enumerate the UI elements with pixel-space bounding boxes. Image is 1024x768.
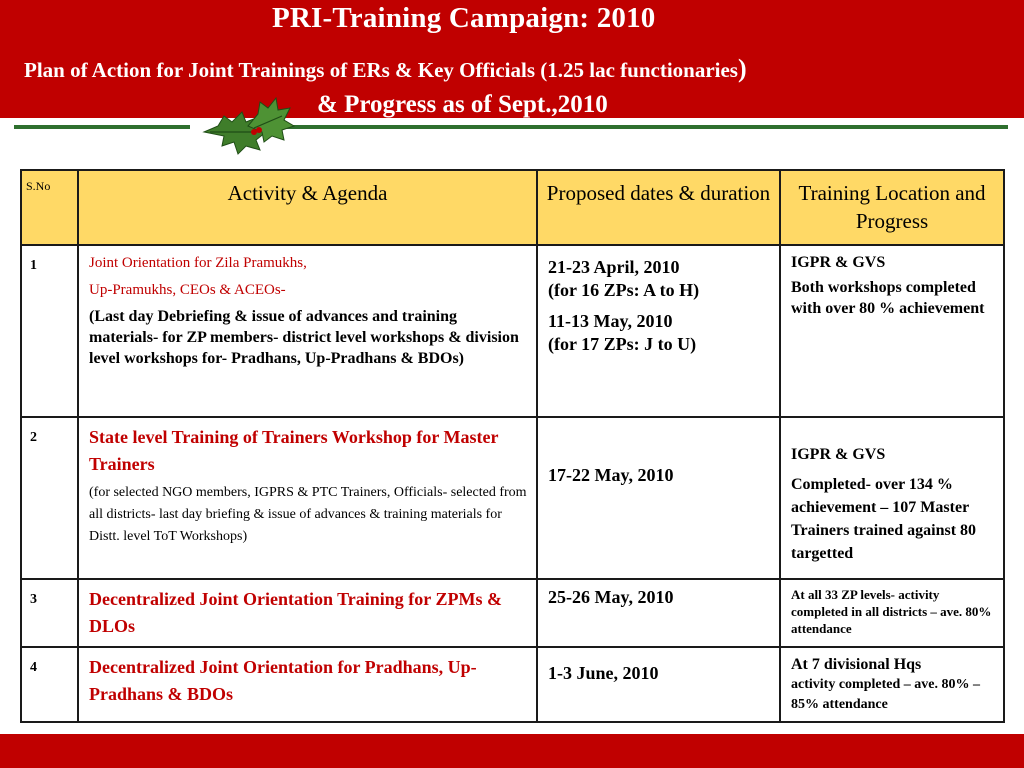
footer-band	[0, 734, 1024, 768]
row-activity	[78, 417, 537, 579]
table-row	[21, 245, 1004, 417]
progress-text: activity completed – ave. 80% – 85% attendance	[791, 677, 980, 712]
location-text: At 7 divisional Hqs	[791, 656, 922, 673]
activity-title-line1: Joint Orientation for Zila Pramukhs,	[89, 255, 307, 271]
activity-title: State level Training of Trainers Workshop for Master Trainers	[89, 427, 499, 474]
progress-text: Completed- over 134 % achievement – 107 Master Trainers trained against 80 targetted	[791, 476, 977, 562]
table-header-row	[21, 170, 1004, 245]
row-activity	[78, 579, 537, 647]
page-subtitle	[24, 54, 747, 84]
header-dates: Proposed dates & duration	[537, 170, 780, 245]
subtitle-close-paren: )	[737, 54, 747, 83]
row-dates	[537, 417, 780, 579]
header-sno: S.No	[21, 170, 78, 245]
page-title: PRI-Training Campaign: 2010	[272, 2, 656, 34]
location-text: IGPR & GVS	[791, 446, 886, 463]
table-row	[21, 579, 1004, 647]
row-sno: 2	[21, 417, 78, 579]
divider-left	[14, 125, 190, 129]
date-range: 1-3 June, 2010	[548, 663, 659, 683]
date-range: 17-22 May, 2010	[548, 465, 674, 485]
date-range: 25-26 May, 2010	[548, 587, 674, 607]
header-activity: Activity & Agenda	[78, 170, 537, 245]
activity-title: Decentralized Joint Orientation Training for ZPMs & DLOs	[89, 589, 502, 636]
date-range-1-note: (for 16 ZPs: A to H)	[548, 280, 700, 300]
progress-text: At all 33 ZP levels- activity completed in all districts – ave. 80% attendance	[791, 587, 992, 636]
table-row	[21, 417, 1004, 579]
date-range-2-note: (for 17 ZPs: J to U)	[548, 334, 697, 354]
row-location	[780, 579, 1004, 647]
row-sno: 3	[21, 579, 78, 647]
row-sno: 4	[21, 647, 78, 722]
training-plan-table	[20, 169, 1005, 723]
holly-leaf-icon	[196, 92, 304, 158]
divider-right	[286, 125, 1008, 129]
row-location	[780, 417, 1004, 579]
progress-text: Both workshops completed with over 80 % achievement	[791, 279, 985, 317]
row-sno: 1	[21, 245, 78, 417]
row-dates	[537, 579, 780, 647]
row-dates	[537, 245, 780, 417]
table-row	[21, 647, 1004, 722]
activity-note: (Last day Debriefing & issue of advances and training materials- for ZP members- district level workshops & division level workshops for- Pradhans, Up-Pradhans & BDOs)	[89, 308, 519, 367]
header-location: Training Location and Progress	[780, 170, 1004, 245]
location-text: IGPR & GVS	[791, 254, 886, 271]
row-location	[780, 647, 1004, 722]
row-activity	[78, 245, 537, 417]
activity-title: Decentralized Joint Orientation for Pradhans, Up-Pradhans & BDOs	[89, 657, 477, 704]
activity-title-line2: Up-Pramukhs, CEOs & ACEOs-	[89, 282, 286, 298]
date-range-1: 21-23 April, 2010	[548, 257, 680, 277]
progress-date: & Progress as of Sept.,2010	[317, 91, 608, 118]
activity-note: (for selected NGO members, IGPRS & PTC Trainers, Officials- selected from all districts- last day briefing & issue of advances & training materials for Distt. level ToT Workshops)	[89, 485, 527, 544]
date-range-2: 11-13 May, 2010	[548, 311, 673, 331]
row-activity	[78, 647, 537, 722]
row-location	[780, 245, 1004, 417]
row-dates	[537, 647, 780, 722]
subtitle-text: Plan of Action for Joint Trainings of ERs & Key Officials (1.25 lac functionaries	[24, 58, 738, 82]
